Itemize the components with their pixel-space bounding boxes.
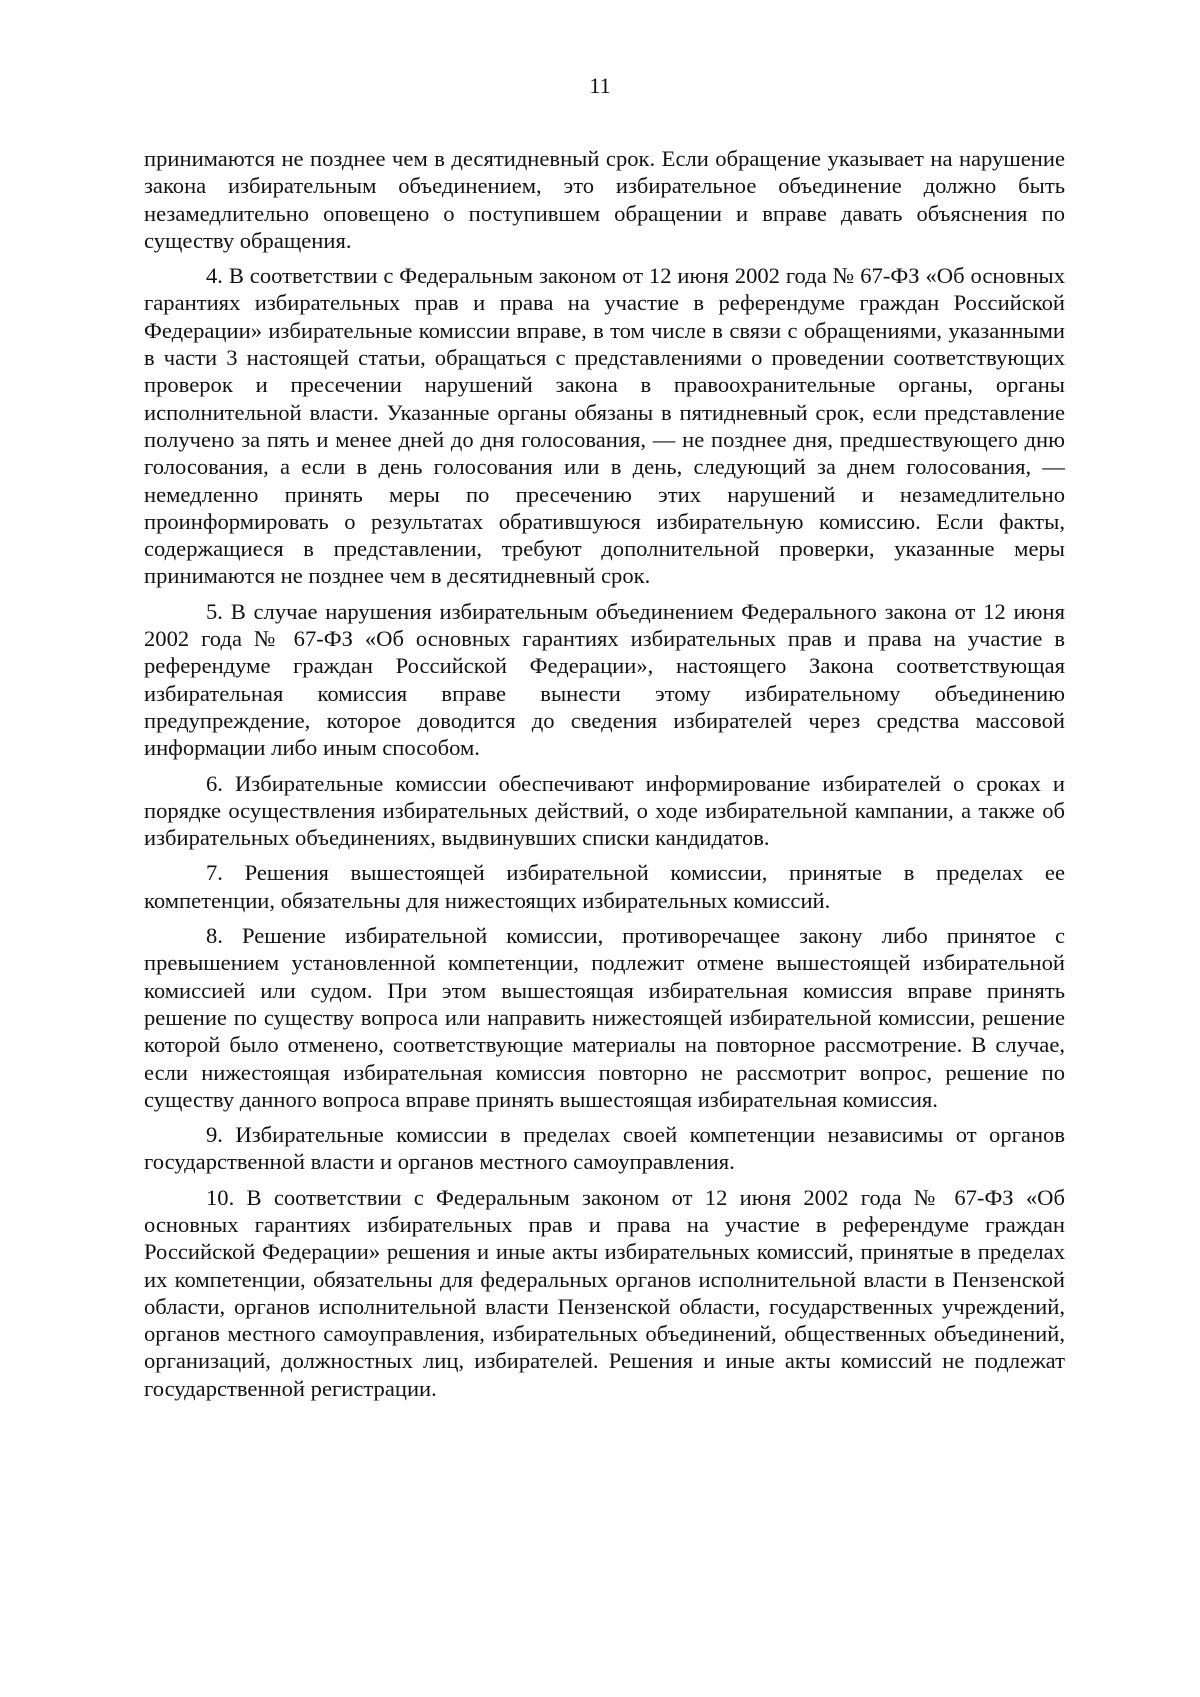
paragraph-continuation: принимаются не позднее чем в десятидневный срок. Если обращение указывает на нарушение закона избирательным объединением, это избирательное объединение должно быть незамедлительно оповещено о поступившем обращении и вправе давать объяснения по существу обращения.: [144, 146, 1065, 253]
paragraph-item-4: 4. В соответствии с Федеральным законом от 12 июня 2002 года № 67-ФЗ «Об основных гарантиях избирательных прав и права на участие в референдуме граждан Российской Федерации» избирательные комиссии вправе, в том числе в связи с обращениями, указанными в части 3 настоящей статьи, обращаться с представлениями о проведении соответствующих проверок и пресечении нарушений закона в правоохранительные органы, органы исполнительной власти. Указанные органы обязаны в пятидневный срок, если представление получено за пять и менее дней до дня голосования, — не позднее дня, предшествующего дню голосования, а если в день голосования или в день, следующий за днем голосования, — немедленно принять меры по пресечению этих нарушений и незамедлительно проинформировать о результатах обратившуюся избирательную комиссию. Если факты, содержащиеся в представлении, требуют дополнительной проверки, указанные меры принимаются не позднее чем в десятидневный срок.: [144, 263, 1065, 589]
paragraph-item-8: 8. Решение избирательной комиссии, противоречащее закону либо принятое с превышением установленной компетенции, подлежит отмене вышестоящей избирательной комиссией или судом. При этом вышестоящая избирательная комиссия вправе принять решение по существу вопроса или направить нижестоящей избирательной комиссии, решение которой было отменено, соответствующие материалы на повторное рассмотрение. В случае, если нижестоящая избирательная комиссия повторно не рассмотрит вопрос, решение по существу данного вопроса вправе принять вышестоящая избирательная комиссия.: [144, 923, 1065, 1112]
paragraph-item-10: 10. В соответствии с Федеральным законом от 12 июня 2002 года № 67-ФЗ «Об основных гарантиях избирательных прав и права на участие в референдуме граждан Российской Федерации» решения и иные акты избирательных комиссий, принятые в пределах их компетенции, обязательны для федеральных органов исполнительной власти в Пензенской области, органов исполнительной власти Пензенской области, государственных учреждений, органов местного самоуправления, избирательных объединений, общественных объединений, организаций, должностных лиц, избирателей. Решения и иные акты комиссий не подлежат государственной регистрации.: [144, 1184, 1065, 1401]
paragraph-item-5: 5. В случае нарушения избирательным объединением Федерального закона от 12 июня 2002 года № 67-ФЗ «Об основных гарантиях избирательных прав и права на участие в референдуме граждан Российской Федерации», настоящего Закона соответствующая избирательная комиссия вправе вынести этому избирательному объединению предупреждение, которое доводится до сведения избирателей через средства массовой информации либо иным способом.: [144, 598, 1065, 761]
page-number: 11: [589, 73, 611, 98]
paragraph-item-6: 6. Избирательные комиссии обеспечивают информирование избирателей о сроках и порядке осуществления избирательных действий, о ходе избирательной кампании, а также об избирательных объединениях, выдвинувших списки кандидатов.: [144, 770, 1065, 851]
paragraph-item-7: 7. Решения вышестоящей избирательной комиссии, принятые в пределах ее компетенции, обязательны для нижестоящих избирательных комиссий.: [144, 860, 1065, 913]
document-body: [144, 145, 1065, 1410]
paragraph-item-9: 9. Избирательные комиссии в пределах своей компетенции независимы от органов государственной власти и органов местного самоуправления.: [144, 1122, 1065, 1175]
